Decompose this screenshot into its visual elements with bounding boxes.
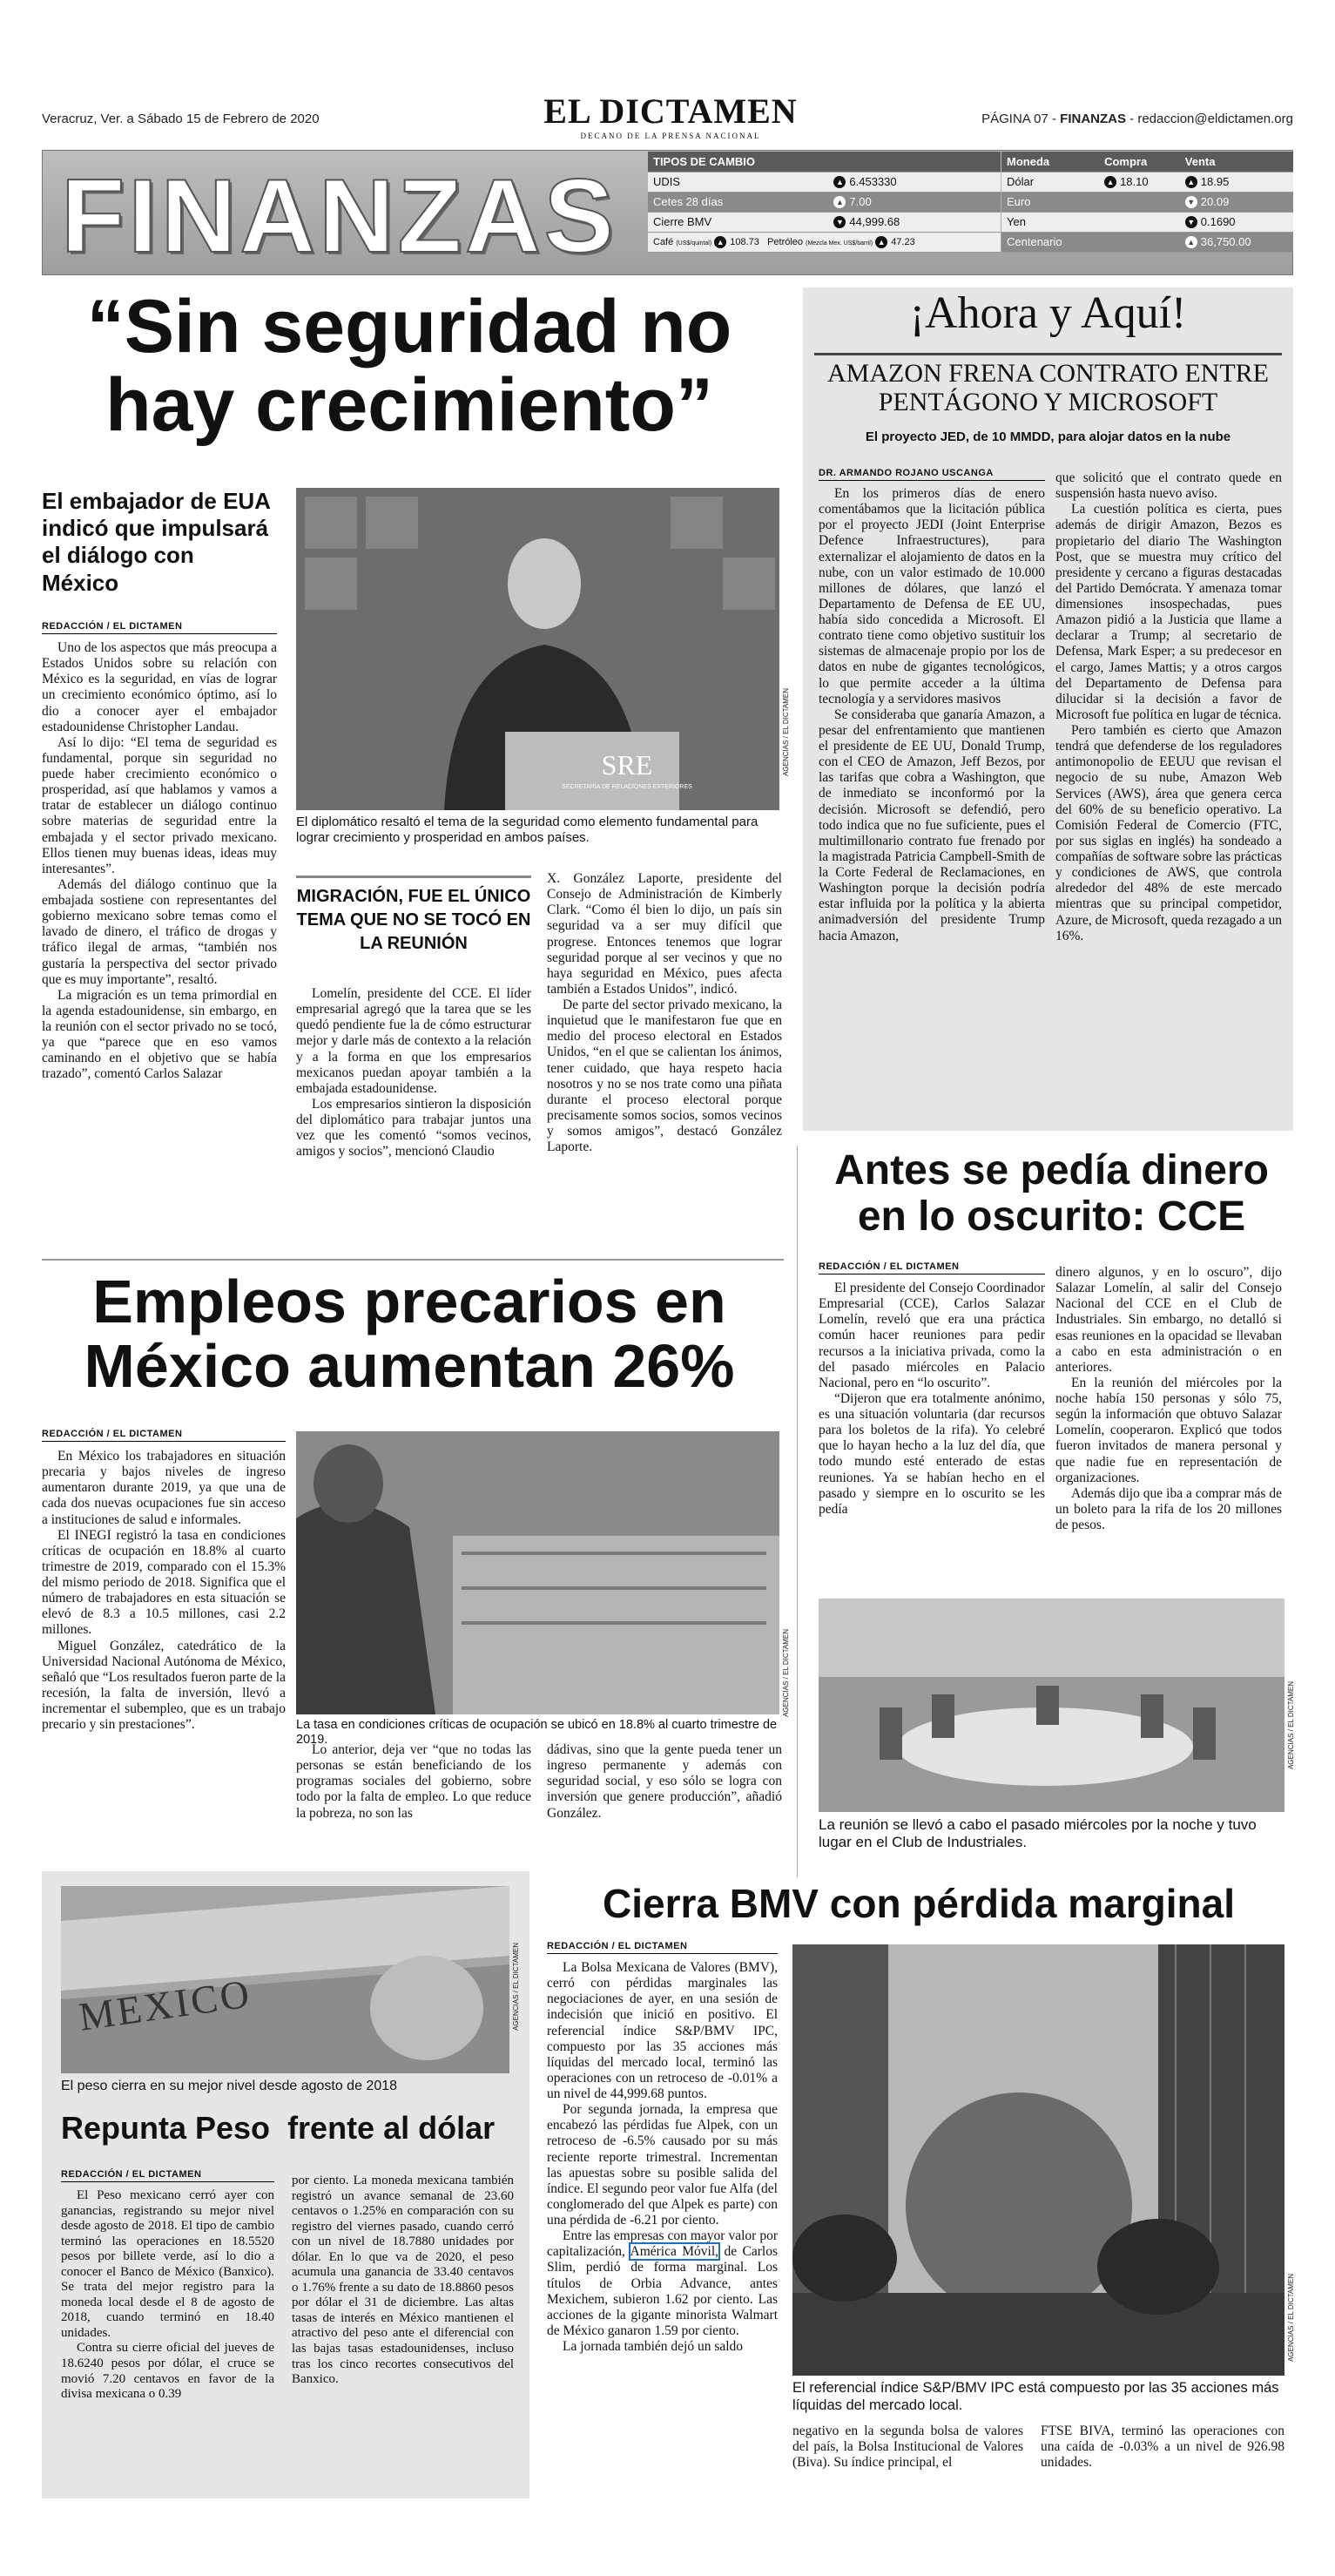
rates-header: TIPOS DE CAMBIO (648, 152, 1001, 172)
ahora-column-1: En los primeros días de enero comentábamos que la licitación pública por el proyecto JEDI (Joint Enterprise Defence Infraestructures), para externalizar el alojamiento de datos en la nube, con un valor estimado de 10.000 millones de dólares, que lanzó el Departamento de Defensa de EE UU, había sido concedida a Microsoft. El contrato tiene como objetivo sustituir los sistemas de almacenaje propio por los de datos en nube de gigantes tecnológicos, lo que permite acceder a la última tecnología y a servidores masivos Se consideraba que ganaría Amazon, a pesar del enfrentamiento que mantienen el presidente de EE UU, Donald Trump, con el CEO de Amazon, Jeff Bezos, por las tarifas que cobra a Washington, que de inmediato se inconformó por la decisión. Microsoft se defendió, pero todo indica que no fue suficiente, pues el multimillonario contrato fue frenado por la magistrada Patricia Campbell-Smith de la Corte Federal de Reclamaciones, en Washington porque la decisión podría estar influida por la política y la abierta animadversión del presidente Trump hacia Amazon, (819, 486, 1045, 943)
currency-row-euro: Euro ▼ 20.09 (1001, 192, 1293, 212)
peso-photo-banknotes (61, 1886, 509, 2073)
main-photo-credit: AGENCIAS / EL DICTAMEN (782, 688, 790, 776)
main-subhead: El embajador de EUA indicó que impulsará el diálogo con México (42, 488, 270, 596)
banknotes-illustration (61, 1886, 509, 2073)
currency-row-centenario: Centenario ▲ 36,750.00 (1001, 232, 1293, 252)
header-date: Veracruz, Ver. a Sábado 15 de Febrero de 2020 (42, 112, 320, 126)
main-column-3: X. González Laporte, presidente del Consejo de Administración de Kimberly Clark. “Como él bien lo dijo, un país sin seguridad va a ser muy difícil que progrese. Entonces tenemos que lograr seguridad porque al ser vecinos y que no haya seguridad en México, pues afecta también a Estados Unidos”, indicó. De parte del sector privado mexicano, la inquietud que le manifestaron fue que en medio del proceso electoral en Estados Unidos, “en el que se calientan los ánimos, tener cuidado, que haya respeto hacia nosotros y no se nos trate como una piñata durante el proceso electoral porque precisamente somos socios, somos vecinos y somos amigos”, destacó González Laporte. (547, 871, 782, 1155)
empleos-column-3: dádivas, sino que la gente pueda tener un ingreso permanente y además con seguridad social, y eso sólo se logra con inversión que genere producción”, añadió González. (547, 1742, 782, 1821)
masthead-logo (514, 91, 827, 140)
photo-sign-sub: SECRETARÍA DE RELACIONES EXTERIORES (562, 784, 692, 790)
empleos-column-1: En México los trabajadores en situación precaria y bajos niveles de ingreso aumentaron durante 2019, ya que una de cada dos nuevas ocupaciones fue sin acceso a instituciones de salud e informales. El INEGI registró la tasa en condiciones críticas de ocupación en 18.8% al cuarto trimestre de 2019, comparado con el 15.3% del mismo periodo de 2018. Significa que el número de trabajadores en esta situación se elevó de 8.3 a 10.5 millones, casi 2.2 millones. Miguel González, catedrático de la Universidad Nacional Autónoma de México, señaló que “Los resultados fueron parte de la recesión, la falta de inversión, llevó a incrementar el subempleo, que es un trabajo precario y sin prestaciones”. (42, 1449, 286, 1733)
arrow-up-icon: ▲ (1104, 176, 1116, 188)
ambassador-photo-illustration (296, 488, 779, 810)
arrow-up-icon: ▲ (875, 236, 887, 248)
page-number: PÁGINA 07 - (981, 112, 1056, 126)
bmv-column-3: FTSE BIVA, terminó las operaciones con una caída de -0.03% a un nivel de 926.98 unidades. (1041, 2424, 1284, 2471)
ahora-column-2: que solicitó que el contrato quede en suspensión hasta nuevo aviso. La cuestión política es cierta, pues además de dirigir Amazon, Bezos es propietario del diario The Washington Post, que se muestra muy crítico del presidente y cercano a figuras destacadas del Partido Demócrata. Y amenaza tomar dimensiones insospechadas, pues Amazon pidió a la Justicia que llame a declarar a Trump; al secretario de Defensa, Mark Esper; a su predecesor en el cargo, James Mattis; y a otros cargos del Departamento de Defensa para dilucidar si la decisión a favor de Microsoft fue política en lugar de técnica. Pero también es cierto que Amazon tendrá que defenderse de los reguladores antimonopolio de EEUU que revisan el negocio de su nube, Amazon Web Services (AWS), área que genera cerca del 60% de su beneficio operativo. La Comisión Federal de Comercio (FTC, por sus siglas en inglés) ha sondeado a compañías de software sobre las prácticas y condiciones de AWS, que controla alrededor del 48% de este mercado mientras que su principal competidor, Azure, de Microsoft, queda rezagado a un 16%. (1055, 470, 1282, 943)
main-byline: REDACCIÓN / EL DICTAMEN (42, 621, 277, 634)
photo-sign: SRE (601, 749, 653, 781)
bmv-column-2: negativo en la segunda bolsa de valores del país, la Bolsa Institucional de Valores (Biva). Su índice principal, el (792, 2424, 1023, 2471)
ahora-subhead: El proyecto JED, de 10 MMDD, para alojar datos en la nube (865, 429, 1231, 444)
cce-headline: Antes se pedía dinero en lo oscurito: CCE (834, 1147, 1269, 1240)
masthead-tagline: DECANO DE LA PRENSA NACIONAL (580, 132, 761, 140)
currency-row-yen: Yen ▼ 0.1690 (1001, 212, 1293, 232)
main-photo-ambassador (296, 488, 779, 810)
arrow-down-icon: ▼ (1185, 196, 1197, 208)
peso-headline: Repunta Peso frente al dólar (61, 2110, 496, 2146)
rate-row-cetes: Cetes 28 días ▲ 7.00 (648, 192, 1001, 212)
banknote-text: MEXICO (76, 1971, 255, 2039)
workers-photo-illustration (296, 1431, 779, 1714)
ahora-byline: DR. ARMANDO ROJANO USCANGA (819, 468, 1045, 481)
arrow-down-icon: ▼ (1185, 216, 1197, 228)
main-column-1: Uno de los aspectos que más preocupa a Estados Unidos sobre su relación con México es la seguridad, en vías de lograr un crecimiento económico óptimo, así lo dio a conocer ayer el embajador estadounidense Christopher Landau. Así lo dijo: “El tema de seguridad es fundamental, porque sin seguridad no puede haber crecimiento económico o prosperidad, así que hablamos y vamos a tratar de establecer un diálogo continuo sobre materias de seguridad entre la embajada y el sector privado mexicano. Ellos tienen muy buenas ideas, ideas muy interesantes”. Además del diálogo continuo que la embajada sostiene con representantes del gobierno mexicano sobre temas como el lavado de dinero, el tráfico de drogas y tráfico ilegal de armas, “también nos gustaría la perspectiva del sector privado que es muy importante”, resaltó. La migración es un tema primordial en la agenda estadounidense, sin embargo, en la reunión con el sector privado no se tocó, ya que “parece que en eso vamos caminando en el objetivo que se había trazado”, comentó Carlos Salazar (42, 640, 277, 1082)
ahora-headline: AMAZON FRENA CONTRATO ENTRE PENTÁGONO Y MICROSOFT (827, 359, 1269, 416)
bmv-photo-bolsa-building (792, 1944, 1284, 2376)
cce-column-1: El presidente del Consejo Coordinador Empresarial (CCE), Carlos Salazar Lomelín, reveló que era una práctica común hacer reuniones para pedir recursos a la iniciativa privada, como la del pasado miércoles en Palacio Nacional, pero en “lo oscurito”. “Dijeron que era totalmente anónimo, es una situación voluntaria (dar recursos para los boletos de la rifa). Yo celebré que lo hayan hecho a la luz del día, que todo mundo esté enterado de estas reuniones. Ya se habían hecho en el pasado y siempre en lo oscurito se les pedía (819, 1281, 1045, 1517)
ahora-divider (814, 353, 1282, 355)
cce-column-2: dinero algunos, y en lo oscuro”, dijo Salazar Lomelín, al salir del Consejo Nacional del CCE en el Club de Industriales. Sin embargo, no detalló si esas reuniones en la opacidad se llevaban a cabo en esta administración o en anteriores. En la reunión del miércoles por la noche había 150 personas y sólo 75, según la información que obtuvo Salazar Lomelín, cooperaron. Explicó que todos fueron invitados de manera personal y que nadie fue en representación de organizaciones. Además dijo que iba a comprar más de un boleto para la rifa de los 20 millones de pesos. (1055, 1265, 1282, 1532)
arrow-up-icon: ▲ (714, 236, 726, 248)
arrow-up-icon: ▲ (1185, 236, 1197, 248)
main-photo-caption: El diplomático resaltó el tema de la seguridad como elemento fundamental para lograr crecimiento y prosperidad en ambos países. (296, 815, 759, 845)
arrow-up-icon: ▲ (833, 176, 846, 188)
peso-column-2: por ciento. La moneda mexicana también registró un avance semanal de 23.60 centavos o 1.25% en comparación con su registro del viernes pasado, cuando cerró con un nivel de 18.7880 unidades por dólar. En lo que va de 2020, el peso acumula una ganancia de 33.40 centavos o 1.76% frente a su dato de 18.8860 pesos por dólar el 31 de diciembre. Las altas tasas de interés en México mantienen el atractivo del peso ante el diferencial con las bajas tasas estadounidenses, incluso tras los cinco recortes consecutivos del Banxico. (292, 2174, 514, 2387)
arrow-up-icon: ▲ (1185, 176, 1197, 188)
bmv-headline: Cierra BMV con pérdida marginal (603, 1881, 1235, 1926)
column-rule (797, 1146, 798, 1877)
section-divider (42, 1259, 784, 1261)
email-link[interactable]: - redaccion@eldictamen.org (1129, 112, 1293, 126)
america-movil-link[interactable]: América Móvil, (630, 2244, 719, 2260)
peso-photo-credit: AGENCIAS / EL DICTAMEN (512, 1943, 520, 2031)
peso-column-1: El Peso mexicano cerró ayer con ganancias, registrando su mejor nivel desde agosto de 2018. El tipo de cambio terminó las operaciones en 18.5520 pesos por billete verde, así lo dio a conocer el Banco de México (Banxico). Se trata del mejor registro para la moneda local desde el 8 de agosto de 2018, cuando terminó en 18.40 unidades. Contra su cierre oficial del jueves de 18.6240 pesos por dólar, el cruce se movió 7.20 centavos en favor de la divisa mexicana o 0.39 (61, 2188, 274, 2402)
cce-byline: REDACCIÓN / EL DICTAMEN (819, 1261, 1045, 1274)
currency-row-dolar: Dólar ▲ 18.10 ▲ 18.95 (1001, 172, 1293, 192)
rate-row-commodities: Café (US$/quintal) ▲ 108.73 Petróleo (Mezcla Mex. US$/barril) ▲ 47.23 (648, 232, 1001, 252)
cce-photo-caption: La reunión se llevó a cabo el pasado miércoles por la noche y tuvo lugar en el Club de Industriales. (819, 1816, 1257, 1851)
bmv-photo-caption: El referencial índice S&P/BMV IPC está compuesto por las 35 acciones más líquidas del mercado local. (792, 2380, 1279, 2413)
currency-table: Moneda Compra Venta Dólar ▲ 18.10 ▲ 18.95 Euro ▼ 20.09 Yen ▼ 0.1690 Centenario ▲ 36,750.00 (1001, 152, 1293, 253)
meeting-room-illustration (819, 1599, 1284, 1812)
rate-row-udis: UDIS ▲ 6.453330 (648, 172, 1001, 192)
empleos-photo-caption: La tasa en condiciones críticas de ocupación se ubicó en 18.8% al cuarto trimestre de 2019. (296, 1718, 778, 1748)
peso-photo-caption: El peso cierra en su mejor nivel desde agosto de 2018 (61, 2079, 398, 2093)
empleos-photo-credit: AGENCIAS / EL DICTAMEN (782, 1629, 790, 1717)
bmv-column-1: La Bolsa Mexicana de Valores (BMV), cerró con pérdidas marginales las negociaciones de ayer, en una sesión de indecisión que inició en positivo. El referencial índice S&P/BMV IPC, compuesto por las 35 acciones más líquidas del mercado local, terminó las operaciones con un retroceso de -0.01% a un nivel de 44,999.68 puntos. Por segunda jornada, la empresa que encabezó las pérdidas fue Alpek, con un retroceso de -6.5% causado por su más reciente reporte trimestral. Incrementan las apuestas sobre su posible salida del índice. El segundo peor valor fue Alfa (del conglomerado del que Alpek es parte) con una pérdida de -6.21 por ciento. Entre las empresas con mayor valor por capitalización, América Móvil, de Carlos Slim, perdió de forma marginal. Los títulos de Orbia Advance, antes Mexichem, subieron 1.62 por ciento. Las acciones de la gigante minorista Walmart de México ganaron 1.59 por ciento. La jornada también dejó un saldo (547, 1960, 778, 2354)
main-headline: “Sin seguridad no hay crecimiento” (86, 285, 732, 448)
banner-title: FINANZAS (61, 158, 617, 274)
main-pullquote: MIGRACIÓN, FUE EL ÚNICO TEMA QUE NO SE TOCÓ EN LA REUNIÓN (296, 876, 531, 956)
section-name: FINANZAS (1060, 112, 1126, 126)
bmv-byline: REDACCIÓN / EL DICTAMEN (547, 1941, 778, 1954)
arrow-down-icon: ▼ (833, 216, 846, 228)
empleos-photo-workers (296, 1431, 779, 1714)
empleos-headline: Empleos precarios en México aumentan 26% (84, 1268, 735, 1400)
cce-photo-credit: AGENCIAS / EL DICTAMEN (1287, 1681, 1295, 1769)
main-column-2: Lomelín, presidente del CCE. El líder empresarial agregó que la tarea que se les quedó pendiente fue la de cómo estructurar mejor y darle más de contexto a la relación y a la forma en que los empresarios mexicanos puedan apoyar también a la embajada estadounidense. Los empresarios sintieron la disposición del diplomático para trabajar juntos una vez que les comentó “somos vecinos, amigos y socios”, mencionó Claudio (296, 986, 531, 1160)
bolsa-building-illustration (792, 1944, 1284, 2376)
ahora-kicker: ¡Ahora y Aquí! (909, 288, 1187, 338)
empleos-byline: REDACCIÓN / EL DICTAMEN (42, 1429, 286, 1442)
cce-photo-meeting-room (819, 1599, 1284, 1812)
peso-byline: REDACCIÓN / EL DICTAMEN (61, 2169, 274, 2182)
header-page-info (981, 112, 1293, 126)
masthead-title: EL DICTAMEN (543, 91, 798, 131)
exchange-rates-table (648, 152, 1001, 253)
bmv-photo-credit: AGENCIAS / EL DICTAMEN (1287, 2274, 1295, 2362)
empleos-column-2: Lo anterior, deja ver “que no todas las personas se están beneficiando de los programas sociales del gobierno, sobre todo por la falta de empleo. Lo que reduce la pobreza, no son las (296, 1742, 531, 1821)
rate-row-bmv: Cierre BMV ▼ 44,999.68 (648, 212, 1001, 232)
arrow-up-icon: ▲ (833, 196, 846, 208)
